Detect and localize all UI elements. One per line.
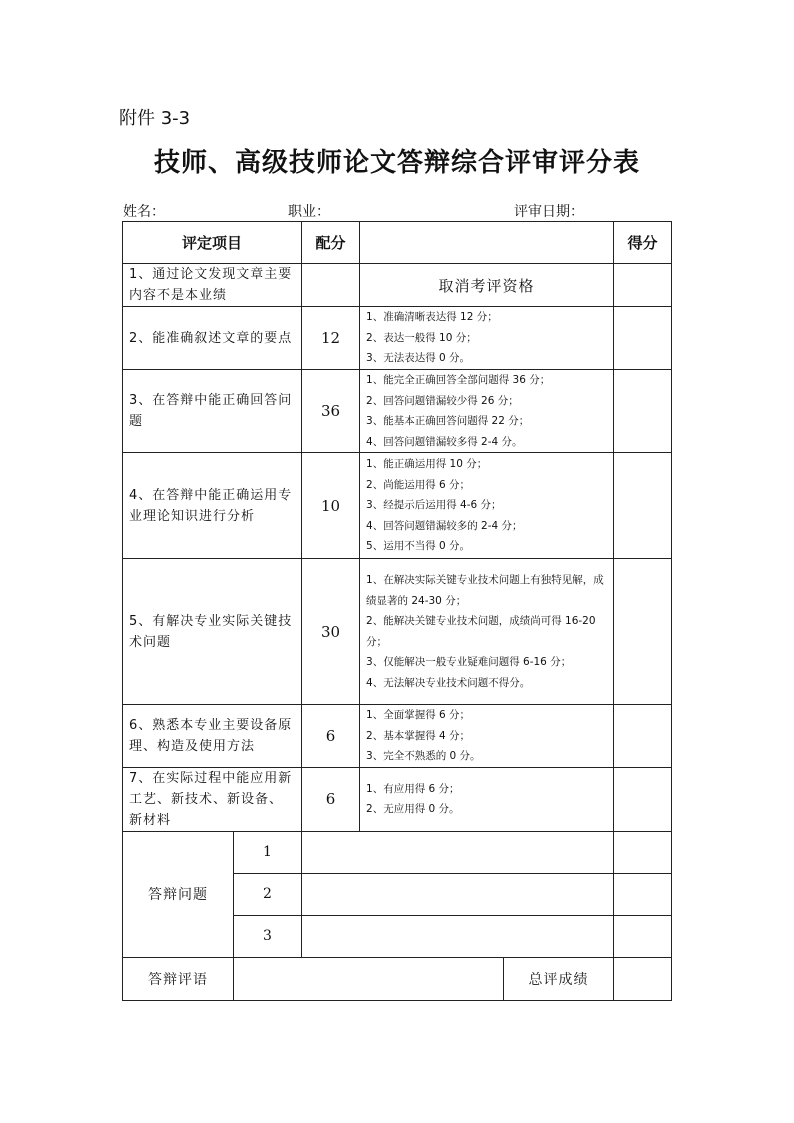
- defense-question-1[interactable]: [302, 831, 614, 873]
- criteria-line: 2、回答问题错漏较少得 26 分；: [366, 394, 519, 407]
- row-7-criteria: [360, 767, 614, 831]
- row-4-item: 4、在答辩中能正确运用专业理论知识进行分析: [123, 453, 302, 559]
- header-score: 配分: [302, 222, 360, 264]
- defense-num-2: 2: [234, 873, 302, 915]
- header-criteria: [360, 222, 614, 264]
- row-6-got[interactable]: [614, 705, 672, 768]
- row-6-score: 6: [302, 705, 360, 768]
- comment-field[interactable]: [234, 957, 504, 1000]
- defense-question-2[interactable]: [302, 873, 614, 915]
- row-4-score: 10: [302, 453, 360, 559]
- row-6-criteria: [360, 705, 614, 768]
- total-label: 总评成绩: [504, 957, 614, 1000]
- criteria-line: 2、能解决关键专业技术问题，成绩尚可得 16-20 分；: [366, 615, 596, 648]
- row-3-criteria: [360, 370, 614, 453]
- defense-got-2[interactable]: [614, 873, 672, 915]
- criteria-line: 5、运用不当得 0 分。: [366, 540, 471, 553]
- criteria-line: 3、仅能解决一般专业疑难问题得 6-16 分；: [366, 656, 572, 668]
- criteria-line: 1、在解决实际关键专业技术问题上有独特见解，成绩显著的 24-30 分；: [366, 574, 604, 607]
- row-2-got[interactable]: [614, 307, 672, 370]
- defense-num-3: 3: [234, 915, 302, 957]
- row-2-criteria: [360, 307, 614, 370]
- defense-question-3[interactable]: [302, 915, 614, 957]
- criteria-line: 1、准确清晰表达得 12 分；: [366, 311, 498, 324]
- defense-num-1: 1: [234, 831, 302, 873]
- row-1-criteria: 取消考评资格: [360, 264, 614, 307]
- row-3-score: 36: [302, 370, 360, 453]
- criteria-line: 4、回答问题错漏较多的 2-4 分；: [366, 519, 523, 532]
- criteria-line: 4、无法解决专业技术问题不得分。: [366, 676, 531, 689]
- row-2-score: 12: [302, 307, 360, 370]
- defense-got-3[interactable]: [614, 915, 672, 957]
- name-label: 姓名：: [123, 204, 165, 220]
- criteria-line: 3、无法表达得 0 分。: [366, 352, 471, 365]
- job-label: 职业：: [288, 204, 330, 220]
- row-1-got[interactable]: [614, 264, 672, 307]
- criteria-line: 2、尚能运用得 6 分；: [366, 478, 471, 491]
- row-5-criteria: [360, 559, 614, 705]
- criteria-line: 3、能基本正确回答问题得 22 分；: [366, 415, 530, 427]
- criteria-line: 3、经提示后运用得 4-6 分；: [366, 499, 502, 512]
- row-4-got[interactable]: [614, 453, 672, 559]
- criteria-line: 1、有应用得 6 分；: [366, 782, 460, 795]
- header-item: 评定项目: [123, 222, 302, 264]
- criteria-line: 2、无应用得 0 分。: [366, 803, 460, 815]
- criteria-line: 3、完全不熟悉的 0 分。: [366, 750, 481, 762]
- date-label: 评审日期：: [514, 204, 584, 220]
- defense-got-1[interactable]: [614, 831, 672, 873]
- score-table: [122, 221, 672, 1001]
- criteria-line: 2、表达一般得 10 分；: [366, 331, 477, 344]
- row-7-score: 6: [302, 767, 360, 831]
- attachment-label: 附件 3-3: [119, 108, 191, 129]
- row-6-item: 6、熟悉本专业主要设备原理、构造及使用方法: [123, 705, 302, 768]
- criteria-line: 1、能正确运用得 10 分；: [366, 458, 488, 471]
- page-title: 技师、高级技师论文答辩综合评审评分表: [153, 148, 640, 178]
- total-field[interactable]: [614, 957, 672, 1000]
- row-1-score: [302, 264, 360, 307]
- criteria-line: 1、能完全正确回答全部问题得 36 分；: [366, 374, 551, 386]
- row-2-item: 2、能准确叙述文章的要点: [123, 307, 302, 370]
- row-3-got[interactable]: [614, 370, 672, 453]
- row-5-score: 30: [302, 559, 360, 705]
- criteria-line: 2、基本掌握得 4 分；: [366, 729, 471, 742]
- row-5-item: 5、有解决专业实际关键技术问题: [123, 559, 302, 705]
- criteria-line: 1、全面掌握得 6 分；: [366, 709, 471, 721]
- row-7-got[interactable]: [614, 767, 672, 831]
- defense-label: 答辩问题: [123, 831, 234, 957]
- row-3-item: 3、在答辩中能正确回答问题: [123, 370, 302, 453]
- row-7-item: 7、在实际过程中能应用新工艺、新技术、新设备、新材料: [123, 767, 302, 831]
- row-1-item: 1、通过论文发现文章主要内容不是本业绩: [123, 264, 302, 307]
- row-5-got[interactable]: [614, 559, 672, 705]
- comment-label: 答辩评语: [123, 957, 234, 1000]
- row-4-criteria: [360, 453, 614, 559]
- header-got: 得分: [614, 222, 672, 264]
- criteria-line: 4、回答问题错漏较多得 2-4 分。: [366, 435, 523, 448]
